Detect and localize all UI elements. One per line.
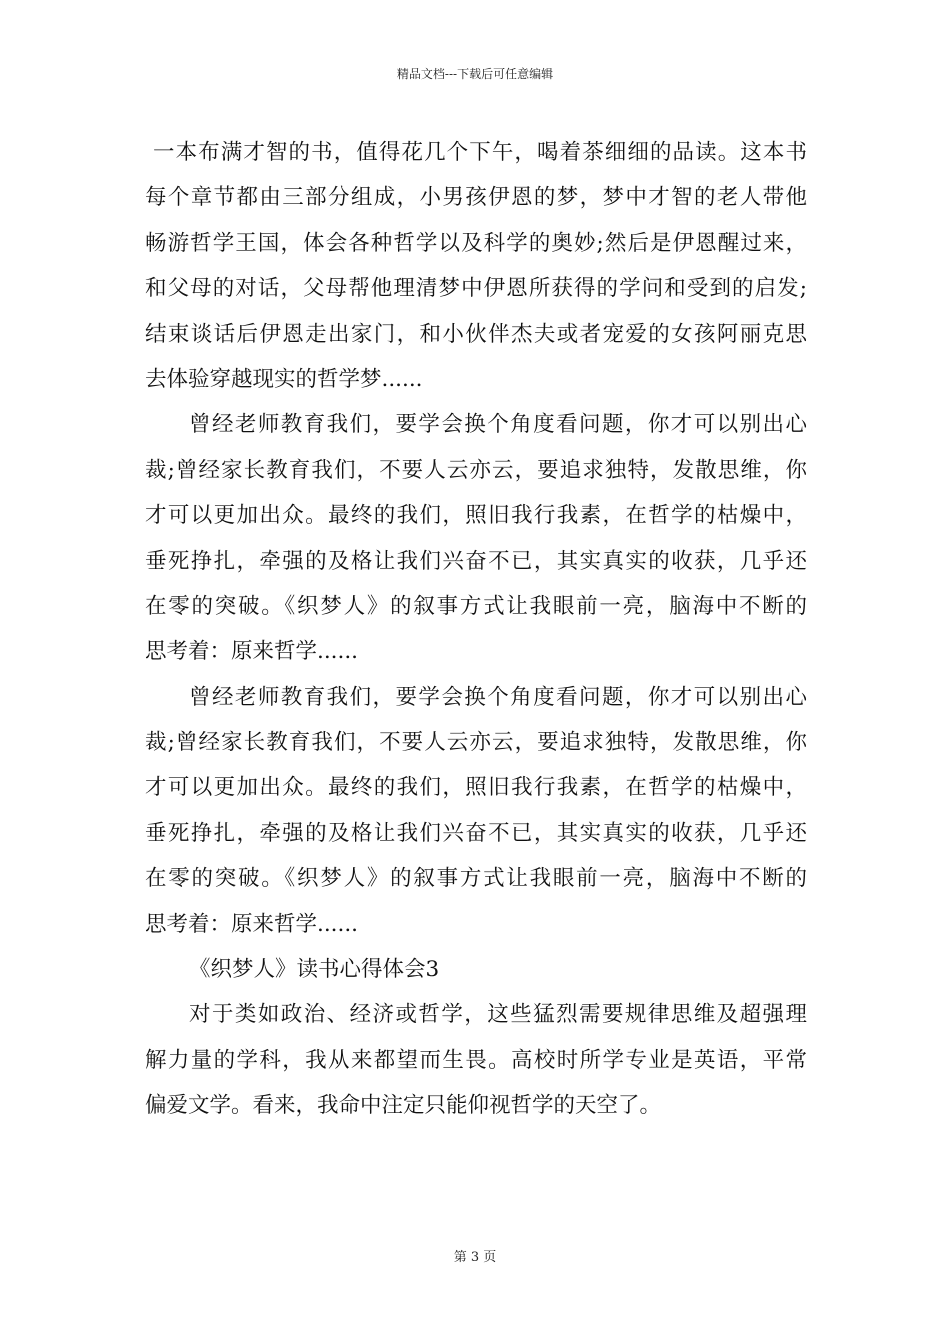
paragraph-philosophy [145, 992, 807, 1128]
text-line: 裁;曾经家长教育我们，不要人云亦云，要追求独特，发散思维，你 [145, 730, 807, 756]
text-line: 去体验穿越现实的哲学梦...... [145, 366, 423, 392]
page-header: 精品文档---下载后可任意编辑 [396, 67, 554, 81]
document-body [145, 130, 807, 1129]
text-line: 曾经老师教育我们，要学会换个角度看问题，你才可以别出心 [189, 684, 807, 710]
text-line: 解力量的学科，我从来都望而生畏。高校时所学专业是英语，平常 [145, 1047, 807, 1073]
text-line: 在零的突破。《织梦人》的叙事方式让我眼前一亮，脑海中不断的 [145, 593, 807, 619]
text-line: 才可以更加出众。最终的我们，照旧我行我素，在哲学的枯燥中， [145, 775, 807, 801]
text-line: 裁;曾经家长教育我们，不要人云亦云，要追求独特，发散思维，你 [145, 457, 807, 483]
text-line: 和父母的对话，父母帮他理清梦中伊恩所获得的学问和受到的启发; [145, 276, 807, 302]
text-line: 结束谈话后伊恩走出家门，和小伙伴杰夫或者宠爱的女孩阿丽克思 [145, 321, 807, 347]
text-line: 垂死挣扎，牵强的及格让我们兴奋不已，其实真实的收获，几乎还 [145, 820, 807, 846]
paragraph-intro [145, 130, 807, 402]
text-line: 畅游哲学王国，体会各种哲学以及科学的奥妙;然后是伊恩醒过来， [145, 230, 807, 256]
text-line: 曾经老师教育我们，要学会换个角度看问题，你才可以别出心 [189, 412, 807, 438]
paragraph-teacher-1 [145, 402, 807, 674]
text-line: 才可以更加出众。最终的我们，照旧我行我素，在哲学的枯燥中， [145, 503, 807, 529]
text-line: 对于类如政治、经济或哲学，这些猛烈需要规律思维及超强理 [189, 1002, 807, 1028]
text-line: 思考着：原来哲学...... [145, 639, 359, 665]
section-title: 《织梦人》读书心得体会3 [189, 957, 440, 983]
text-line: 每个章节都由三部分组成，小男孩伊恩的梦，梦中才智的老人带他 [145, 185, 807, 211]
paragraph-teacher-2 [145, 675, 807, 947]
section-heading [145, 947, 807, 992]
text-line: 偏爱文学。看来，我命中注定只能仰视哲学的天空了。 [145, 1093, 662, 1119]
text-line: 垂死挣扎，牵强的及格让我们兴奋不已，其实真实的收获，几乎还 [145, 548, 807, 574]
text-line: 思考着：原来哲学...... [145, 911, 359, 937]
text-line: 一本布满才智的书，值得花几个下午，喝着茶细细的品读。这本书 [153, 140, 807, 165]
page-number: 第 3 页 [453, 1250, 497, 1265]
text-line: 在零的突破。《织梦人》的叙事方式让我眼前一亮，脑海中不断的 [145, 866, 807, 892]
